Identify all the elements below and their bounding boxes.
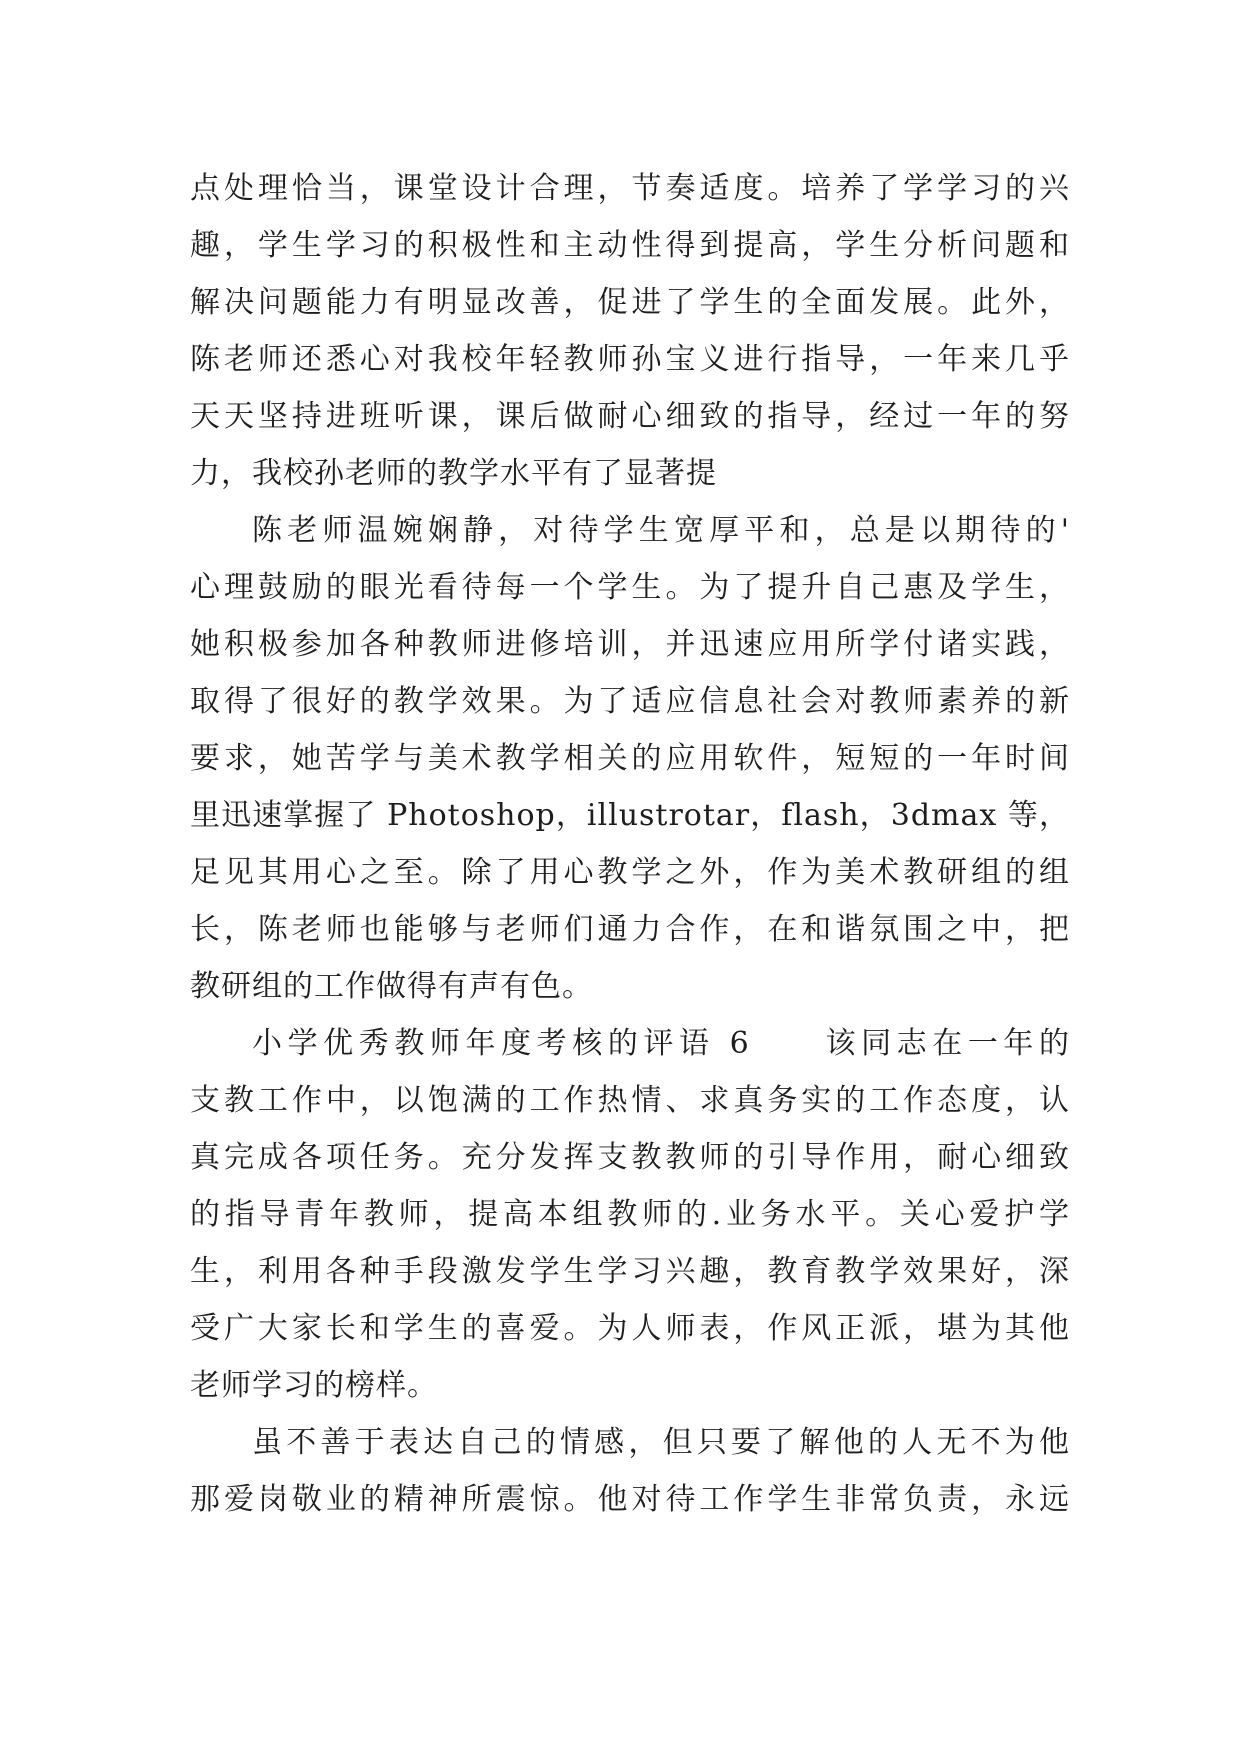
- text-line: 陈老师还悉心对我校年轻教师孙宝义进行指导，一年来几乎: [190, 342, 1070, 377]
- text-line: 虽不善于表达自己的情感，但只要了解他的人无不为他: [252, 1425, 1070, 1460]
- paragraph: [190, 502, 1070, 1015]
- text-line: 点处理恰当，课堂设计合理，节奏适度。培养了学学习的兴: [190, 171, 1070, 206]
- text-line: 长，陈老师也能够与老师们通力合作，在和谐氛围之中，把: [190, 912, 1070, 947]
- text-line: 解决问题能力有明显改善，促进了学生的全面发展。此外，: [190, 285, 1070, 320]
- text-line: 里迅速掌握了 Photoshop，illustrotar，flash，3dmax 等，: [190, 798, 1070, 833]
- text-line: 心理鼓励的眼光看待每一个学生。为了提升自己惠及学生，: [190, 570, 1070, 605]
- document-body: [190, 160, 1070, 1528]
- text-line: 力，我校孙老师的教学水平有了显著提: [190, 456, 717, 491]
- text-line: 真完成各项任务。充分发挥支教教师的引导作用，耐心细致: [190, 1140, 1070, 1175]
- text-line: 的指导青年教师，提高本组教师的.业务水平。关心爱护学: [190, 1197, 1070, 1232]
- text-line: 那爱岗敬业的精神所震惊。他对待工作学生非常负责，永远: [190, 1482, 1070, 1517]
- text-line: 趣，学生学习的积极性和主动性得到提高，学生分析问题和: [190, 228, 1070, 263]
- text-line: 受广大家长和学生的喜爱。为人师表，作风正派，堪为其他: [190, 1311, 1070, 1346]
- text-line: 天天坚持进班听课，课后做耐心细致的指导，经过一年的努: [190, 399, 1070, 434]
- text-line: 小学优秀教师年度考核的评语 6 该同志在一年的: [252, 1026, 1070, 1061]
- text-line: 取得了很好的教学效果。为了适应信息社会对教师素养的新: [190, 684, 1070, 719]
- text-line: 要求，她苦学与美术教学相关的应用软件，短短的一年时间: [190, 741, 1070, 776]
- text-line: 支教工作中，以饱满的工作热情、求真务实的工作态度，认: [190, 1083, 1070, 1118]
- text-line: 教研组的工作做得有声有色。: [190, 969, 593, 1004]
- paragraph: [190, 160, 1070, 502]
- paragraph: [190, 1015, 1070, 1414]
- paragraph: [190, 1414, 1070, 1528]
- text-line: 足见其用心之至。除了用心教学之外，作为美术教研组的组: [190, 855, 1070, 890]
- text-line: 陈老师温婉娴静，对待学生宽厚平和，总是以期待的': [252, 513, 1070, 548]
- text-line: 生，利用各种手段激发学生学习兴趣，教育教学效果好，深: [190, 1254, 1070, 1289]
- text-line: 她积极参加各种教师进修培训，并迅速应用所学付诸实践，: [190, 627, 1070, 662]
- text-line: 老师学习的榜样。: [190, 1368, 438, 1403]
